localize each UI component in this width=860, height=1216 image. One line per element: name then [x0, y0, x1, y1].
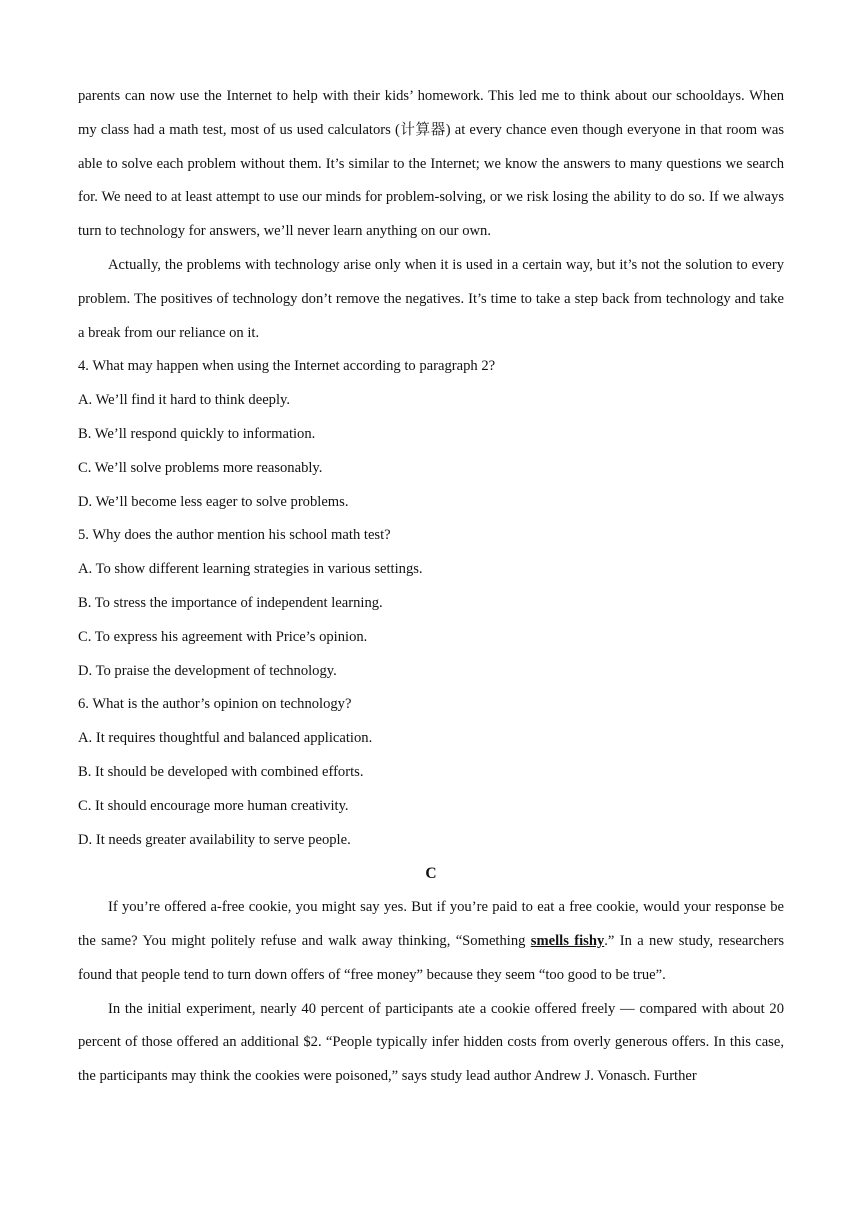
- option-d: D. It needs greater availability to serve people.: [78, 831, 351, 848]
- option-d: D. To praise the development of technology.: [78, 662, 337, 679]
- question-stem: 4. What may happen when using the Internet according to paragraph 2?: [78, 358, 496, 375]
- question-4: [78, 350, 784, 519]
- document-page: [78, 80, 784, 1094]
- passage-b-paragraph-2: Actually, the problems with technology arise only when it is used in a certain way, but it’s not the solution to every problem. The positives of technology don’t remove the negatives. It’s time to take a step back from technology and take a break from our reliance on it.: [78, 256, 784, 341]
- passage-b-paragraph-1: parents can now use the Internet to help with their kids’ homework. This led me to think about our schooldays. When my class had a math test, most of us used calculators (计算器) at every chance even though everyone in that room was able to solve each problem without them. It’s similar to the Internet; we know the answers to many questions we search for. We need to at least attempt to use our minds for problem-solving, or we risk losing the ability to do so. If we always turn to technology for answers, we’ll never learn anything on our own.: [78, 88, 784, 240]
- question-stem: 6. What is the author’s opinion on technology?: [78, 696, 352, 713]
- passage-c-heading: C: [425, 865, 437, 883]
- option-c: C. It should encourage more human creativity.: [78, 797, 349, 814]
- option-d: D. We’ll become less eager to solve problems.: [78, 493, 349, 510]
- paragraph-text: If you’re offered a-free cookie, you might say yes. But if you’re paid to eat a free cookie, would your response be the same? You might politely refuse and walk away thinking, “Something: [78, 899, 784, 949]
- underlined-phrase: smells fishy: [530, 932, 605, 949]
- option-b: B. We’ll respond quickly to information.: [78, 425, 316, 442]
- paragraph-text: .” In a new study, researchers found that people tend to turn down offers of “free money” because they seem “too good to be true”.: [78, 932, 785, 983]
- passage-c-paragraph-2: In the initial experiment, nearly 40 percent of participants ate a cookie offered freely — compared with about 20 percent of those offered an additional $2. “People typically infer hidden costs from overly generous offers. In this case, the participants may think the cookies were poisoned,” says study lead author Andrew J. Vonasch. Further: [78, 1000, 784, 1085]
- option-a: A. It requires thoughtful and balanced application.: [78, 730, 373, 747]
- option-b: B. To stress the importance of independent learning.: [78, 594, 383, 611]
- question-stem: 5. Why does the author mention his school math test?: [78, 527, 391, 544]
- option-b: B. It should be developed with combined efforts.: [78, 763, 364, 780]
- passage-c-paragraph-1: [78, 891, 784, 992]
- question-6: [78, 688, 784, 857]
- question-5: [78, 519, 784, 688]
- option-a: A. We’ll find it hard to think deeply.: [78, 392, 291, 409]
- option-c: C. To express his agreement with Price’s opinion.: [78, 628, 368, 645]
- option-c: C. We’ll solve problems more reasonably.: [78, 459, 323, 476]
- option-a: A. To show different learning strategies in various settings.: [78, 561, 423, 578]
